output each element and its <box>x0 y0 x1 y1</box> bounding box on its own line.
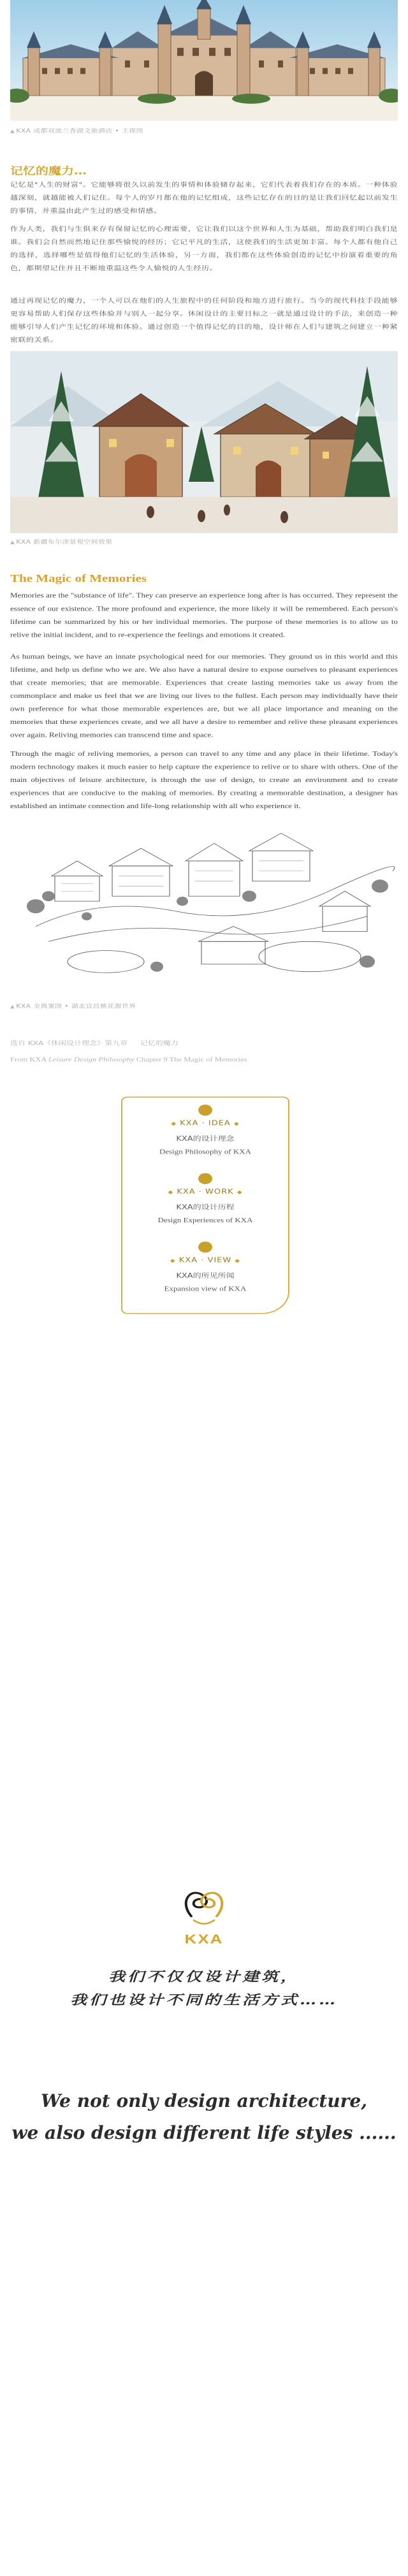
card-tag-text: KXA · IDEA <box>180 1119 231 1127</box>
paragraph-en-3: Through the magic of reliving memories, a person can travel to any time and any place in their lifetime. Today's modern technology makes it much easier to help capture the experience to relive or to share with others. One of the main objectives of leisure architecture, is through the use of design, to create an environment and to create experiences that are conducive to the making of memories. By creating a memorable destination, a designer has established an intimate connection and life-long relationship with all who experience it. <box>10 749 398 810</box>
card-label-en: Expansion view of KXA <box>164 1285 247 1292</box>
source-cn: 选自 KXA《休闲设计理念》第九章 记忆的魔力 <box>10 1039 178 1047</box>
diamond-icon: ◆ <box>170 1258 176 1264</box>
kxa-logo <box>172 1881 236 1951</box>
card-tag <box>122 1188 288 1196</box>
paragraph-cn-2: 作为人类，我们与生俱来存有保留记忆的心理需要，它让我们以这个世界和人生为基础，帮助我们明白我们是谁。我们会自然而然地记住那些愉悦的经历；它记平凡的生活，这使我们的生活更加丰富。每个人都有他自己的选择，选择哪些是值得他们记忆的生活体验，另一方面，我们都在这些体验创造的记忆中扮演着重要的角色，都期望记住并且不断地重温这些令人愉悦的人生经历。 <box>10 225 398 272</box>
source-en-suffix: Chapter 9 The Magic of Memories <box>134 1055 247 1063</box>
card-section-work[interactable] <box>122 1173 288 1225</box>
card-tag <box>122 1120 288 1127</box>
triangle-icon: ▲ <box>10 1004 15 1009</box>
card-tag-text: KXA · VIEW <box>178 1256 232 1264</box>
circle-icon <box>198 1104 212 1115</box>
castle-caption <box>10 126 143 134</box>
castle-illustration <box>10 0 398 121</box>
slogan-cn-1: 我们不仅仅设计建筑， <box>108 1969 300 1985</box>
card-label-cn: KXA的设计历程 <box>176 1203 235 1212</box>
resort-sketch <box>10 816 398 997</box>
paragraph-en-2: As human beings, we have an innate psychological need for our memories. They ground us in this world and this lifetime, and help us define who we are. We also have a natural desire to expose ourselves to pleasant experiences that create memories; that are memorable. Experiences that create lasting memories take us away from the commonplace and make us feel that we are living our lives to the fullest. Each person may individually have their own preference for what those memorable experiences are, but we all place importance and meaning on the memories that these experiences create, and we all have a desire to remember and relive these pleasant experiences over again. Reliving memories can transcend time and space. <box>10 652 398 739</box>
card-label-cn: KXA的设计理念 <box>176 1135 235 1143</box>
source-en-prefix: From KXA <box>10 1055 48 1063</box>
source-en-book: Leisure Design Philosophy <box>48 1055 135 1063</box>
slogan-en-2: we also design different life styles ...... <box>11 2122 397 2143</box>
card-section-view[interactable] <box>122 1241 288 1293</box>
diamond-icon: ◆ <box>237 1189 243 1196</box>
card-tag-text: KXA · WORK <box>177 1188 234 1196</box>
section-title-en: The Magic of Memories <box>10 572 147 585</box>
circle-icon <box>198 1173 212 1184</box>
paragraph-cn-3: 通过再现记忆的魔力，一个人可以在他们的人生旅程中的任何阶段和地方进行旅行。当今的现代科技手段能够更容易帮助人们保存这些体验并与别人一起分享。休闲设计的主要目标之一就是通过设计的手法，来创造一种能够引导人们产生记忆的环境和体验。通过创造一个值得记忆的目的地，设计师在人们与建筑之间建立一种紧密联的关系。 <box>10 297 398 344</box>
triangle-icon: ▲ <box>10 129 15 134</box>
diamond-icon: ◆ <box>235 1258 241 1264</box>
circle-icon <box>198 1241 212 1252</box>
sketch-caption <box>10 1002 136 1010</box>
triangle-icon: ▲ <box>10 540 15 546</box>
slogan-cn-2: 我们也设计不同的生活方式…… <box>69 1992 338 2008</box>
card-label-en: Design Philosophy of KXA <box>159 1148 252 1156</box>
diamond-icon: ◆ <box>168 1189 174 1196</box>
village-caption <box>10 538 113 546</box>
logo-text: KXA <box>184 1931 224 1947</box>
diamond-icon: ◆ <box>233 1121 240 1127</box>
paragraph-en-1: Memories are the "substance of life". They can preserve an experience long after is has occurred. They represent the essence of our existence. The more profound and experience, the more likely it will be remembered. Each person's lifetime can be summarized by his or her individual memories. The purpose of these memories is to allow us to relive the initial incident, and to re-experience the feelings and emotions it created. <box>10 591 398 639</box>
slogan-en-1: We not only design architecture, <box>41 2090 367 2111</box>
card-label-cn: KXA的所见所闻 <box>176 1272 235 1280</box>
caption-text: KXA 全典案图 • 湖北宜昌桃花源世界 <box>16 1002 136 1009</box>
paragraph-cn-1: 记忆是"人生的财富"。它能够将很久以前发生的事情和体验储存起来，它们代表着我们存在的本质。一种体验越深刻，就越能被人们记住。每个人的岁月都在他的记忆组成，这些记忆存在的目的是让我们回忆起以前发生的事情，并重温由此产生过的感受和情感。 <box>10 181 398 215</box>
diamond-icon: ◆ <box>171 1121 177 1127</box>
source-en <box>10 1056 247 1064</box>
section-title-cn: 记忆的魔力… <box>10 164 87 177</box>
caption-text: KXA 新疆布尔津景观空间效果 <box>16 539 113 546</box>
village-painting <box>10 351 398 533</box>
card-section-idea[interactable] <box>122 1104 288 1156</box>
card-label-en: Design Experiences of KXA <box>157 1216 253 1224</box>
caption-text: KXA 成都双流兰香湖文旅酒店 • 主视图 <box>16 127 143 134</box>
card-tag <box>122 1257 288 1264</box>
kxa-menu-card <box>121 1097 289 1314</box>
